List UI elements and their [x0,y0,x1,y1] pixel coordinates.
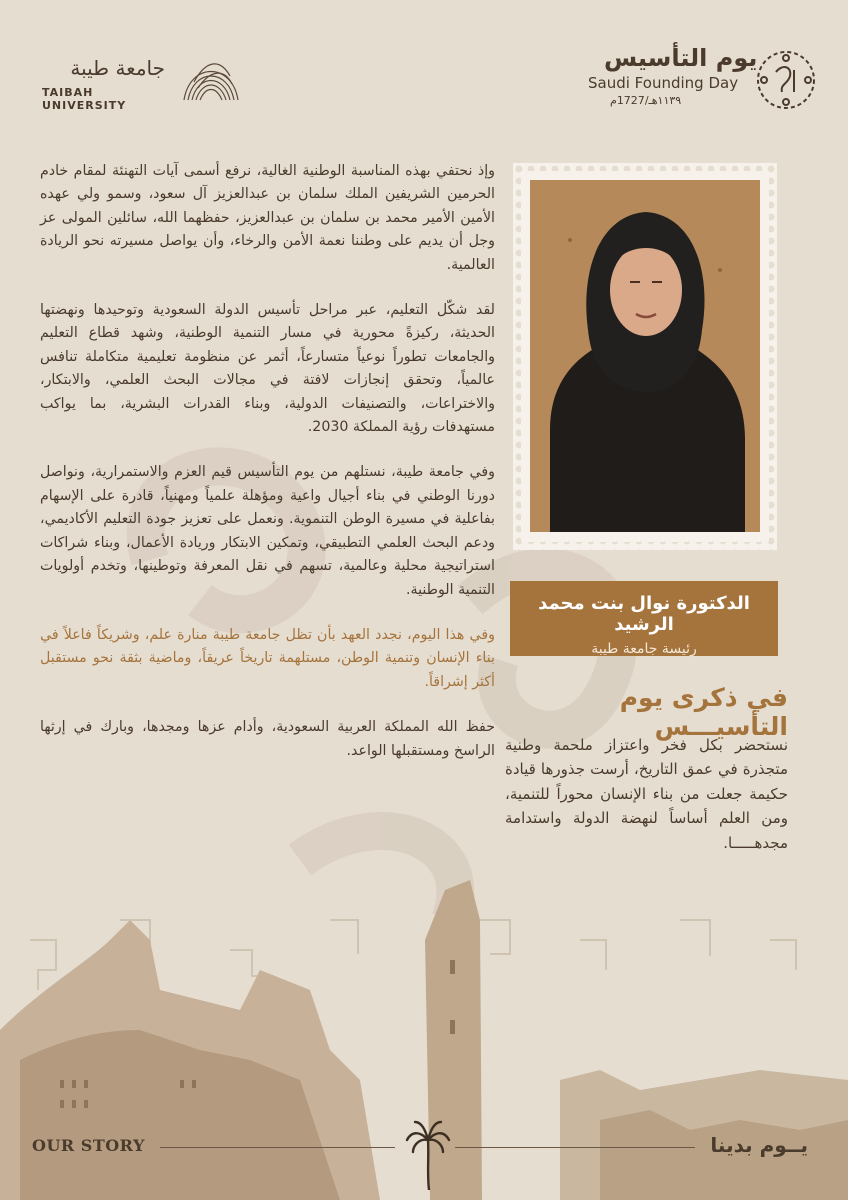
university-name-english: TAIBAH UNIVERSITY [42,86,127,112]
university-name-arabic: جامعة طيبة [70,56,165,80]
footer-our-story: OUR STORY [32,1136,145,1155]
founding-day-emblem-icon [754,48,818,112]
palm-tree-icon [405,1118,451,1190]
paragraph-prayer: حفظ الله المملكة العربية السعودية، وأدام عزها ومجدها، وبارك في إرثها الراسخ ومستقبلها الواعد. [40,719,495,759]
paragraph-university: وفي جامعة طيبة، نستلهم من يوم التأسيس قيم العزم والاستمرارية، ونواصل دورنا الوطني في بناء أجيال واعية ومؤهلة علمياً ومهنياً، قادرة على الإسهام بفاعلية في مسيرة الوطن التنموية. ونعمل على تعزيز جودة التعليم الأكاديمي، ودعم البحث العلمي التطبيقي، وتمكين الابتكار وريادة الأعمال، وبناء شراكات استراتيجية محلية وعالمية، تسهم في نقل المعرفة وتوطينها، وتخدم أولويات التنمية الوطنية. [40,464,495,598]
founding-day-arabic: يوم التأسيس [604,44,758,72]
founding-day-english: Saudi Founding Day [588,74,739,92]
name-card [510,581,778,656]
university-emblem-icon [180,52,242,104]
portrait-photo [530,180,760,532]
founding-day-logo [588,44,818,114]
president-title: رئيسة جامعة طيبة [591,641,697,657]
section-body: نستحضر بكل فخر واعتزاز ملحمة وطنية متجذرة في عمق التاريخ، أرست جذورها قيادة حكيمة جعلت من بناء الإنسان محوراً للتنمية، ومن العلم أساساً لنهضة الدولة واستدامة مجدهـــــا. [505,736,788,852]
portrait-illustration [530,180,760,532]
footer-divider-right [455,1147,695,1148]
paragraph-renewal: وفي هذا اليوم، نجدد العهد بأن تظل جامعة طيبة منارة علم، وشريكاً فاعلاً في بناء الإنسان وتنمية الوطن، مستلهمة تاريخاً عريقاً، وماضية بثقة نحو مستقبل أكثر إشراقاً. [40,626,495,690]
president-name: الدكتورة نوال بنت محمد الرشيد [538,593,750,635]
paragraph-congratulations: وإذ نحتفي بهذه المناسبة الوطنية الغالية، نرفع أسمى آيات التهنئة لمقام خادم الحرمين الشريفين الملك سلمان بن عبدالعزيز آل سعود، وسمو ولي عهده الأمين الأمير محمد بن سلمان بن عبدالعزيز، حفظهما الله، سائلين المولى عز وجل أن يديم على وطننا نعمة الأمن والرخاء، وأن يواصل مسيرته نحو الريادة العالمية. [40,163,495,273]
section-heading: في ذكرى يوم التأسيـــس [619,683,788,741]
footer-divider-left [160,1147,395,1148]
founding-day-date: ١١٣٩هـ/1727م [610,94,682,107]
letter-body [40,160,495,785]
taibah-university-logo [40,50,175,112]
footer-yawm-bidayna: يــوم بدينا [710,1133,808,1157]
paragraph-education: لقد شكّل التعليم، عبر مراحل تأسيس الدولة السعودية وتوحيدها ونهضتها الحديثة، ركيزةً محورية في مسار التنمية الوطنية، وشهد قطاع التعليم والجامعات تطوراً نوعياً متسارعاً، أثمر عن منظومة تعليمية متكاملة تنافس عالمياً، وتحقق إنجازات لافتة في مجالات البحث العلمي، والابتكار، والاختراعات، والتصنيفات الدولية، وبناء القدرات البشرية، بما يواكب مستهدفات رؤية المملكة 2030. [40,302,495,436]
